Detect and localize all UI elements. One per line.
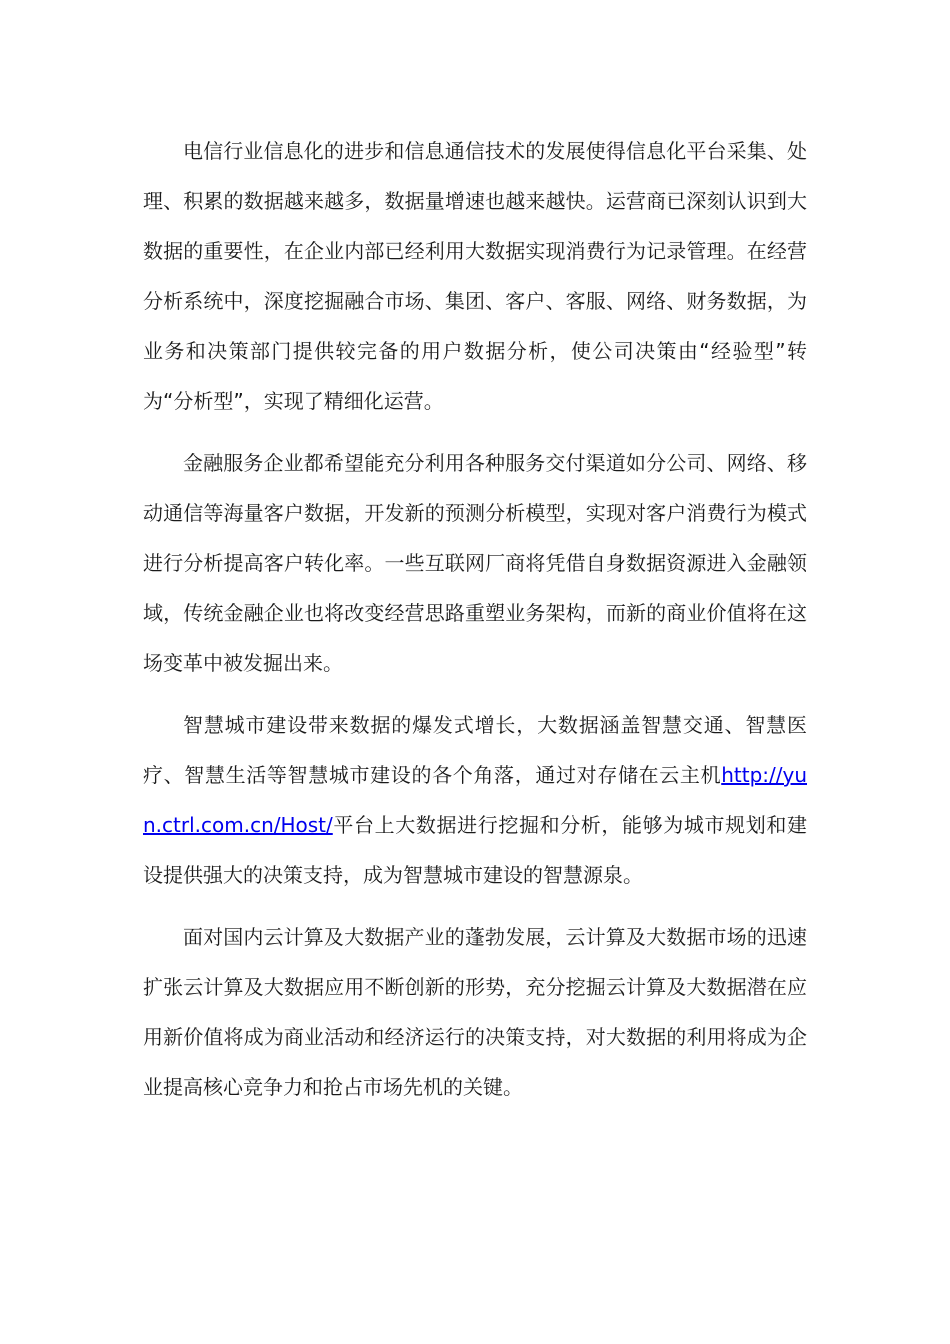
paragraph-text: 电信行业信息化的进步和信息通信技术的发展使得信息化平台采集、处理、积累的数据越来越多，数据量增速也越来越快。运营商已深刻认识到大数据的重要性，在企业内部已经利用大数据实现消费行为记录管理。在经营分析系统中，深度挖掘融合市场、集团、客户、客服、网络、财务数据，为业务和决策部门提供较完备的用户数据分析，使公司决策由“经验型”转为“分析型”，实现了精细化运营。 — [143, 139, 807, 413]
paragraph-cloud-computing — [143, 912, 807, 1112]
paragraph-text: 金融服务企业都希望能充分利用各种服务交付渠道如分公司、网络、移动通信等海量客户数据，开发新的预测分析模型，实现对客户消费行为模式进行分析提高客户转化率。一些互联网厂商将凭借自身数据资源进入金融领域，传统金融企业也将改变经营思路重塑业务架构，而新的商业价值将在这场变革中被发掘出来。 — [143, 451, 807, 675]
paragraph-text-after-link: 平台上大数据进行挖掘和分析，能够为城市规划和建设提供强大的决策支持，成为智慧城市建设的智慧源泉。 — [143, 813, 807, 887]
paragraph-text: 面对国内云计算及大数据产业的蓬勃发展，云计算及大数据市场的迅速扩张云计算及大数据应用不断创新的形势，充分挖掘云计算及大数据潜在应用新价值将成为商业活动和经济运行的决策支持，对大数据的利用将成为企业提高核心竞争力和抢占市场先机的关键。 — [143, 925, 807, 1099]
cloud-host-link[interactable]: http://yun.ctrl.com.cn/Host/ — [143, 763, 807, 837]
paragraph-text-before-link: 智慧城市建设带来数据的爆发式增长，大数据涵盖智慧交通、智慧医疗、智慧生活等智慧城市建设的各个角落，通过对存储在云主机 — [143, 713, 807, 787]
paragraph-smart-city — [143, 700, 807, 900]
paragraph-telecom — [143, 126, 807, 426]
document-body — [143, 126, 807, 1124]
paragraph-finance — [143, 438, 807, 688]
